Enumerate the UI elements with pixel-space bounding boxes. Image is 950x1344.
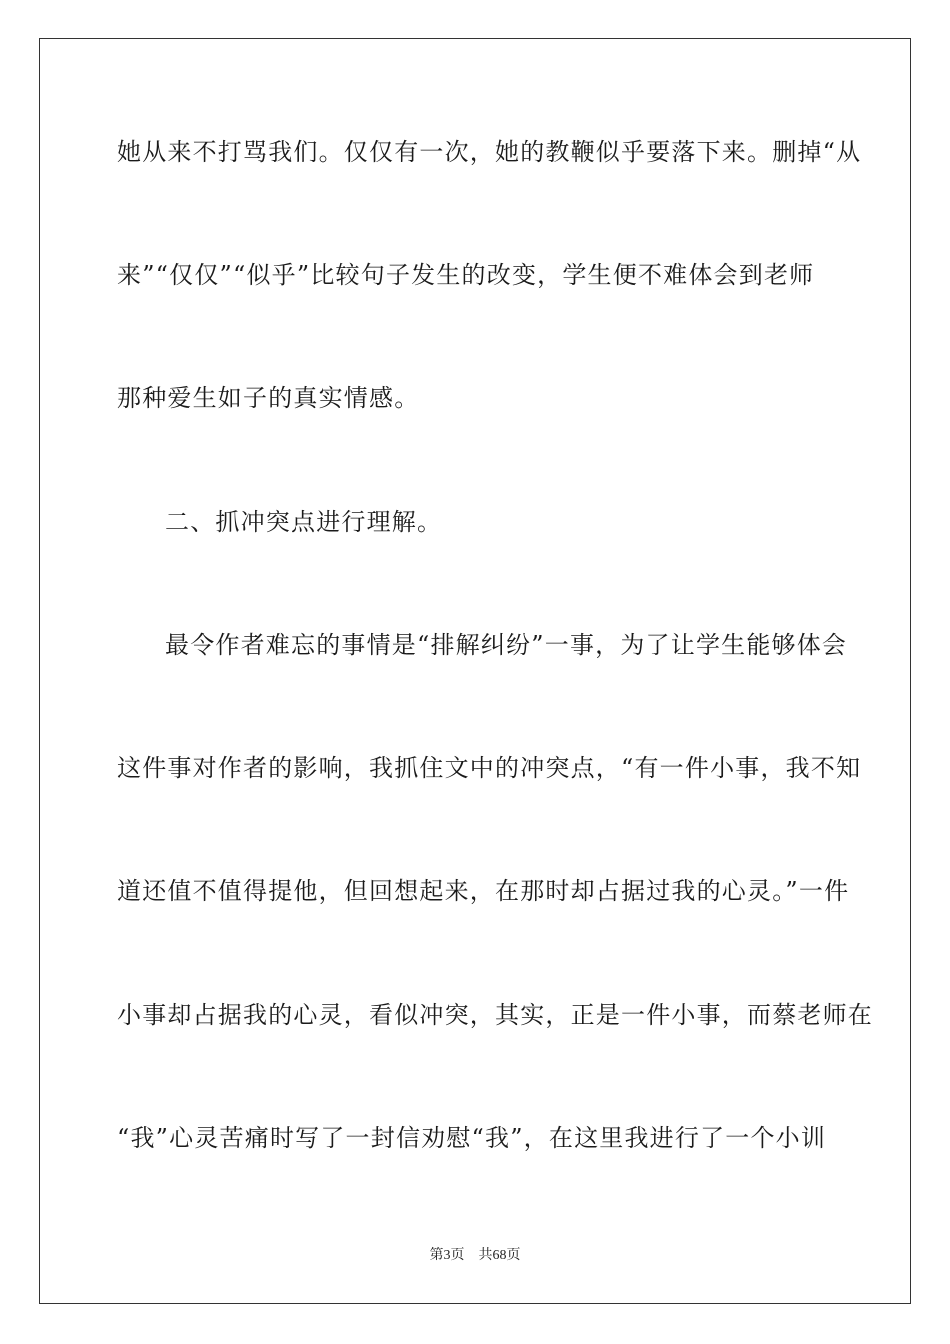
paragraph-line-8: 小事却占据我的心灵，看似冲突，其实，正是一件小事，而蔡老师在 bbox=[117, 1001, 873, 1029]
total-pages: 共68页 bbox=[478, 1248, 521, 1263]
paragraph-line-9: “我”心灵苦痛时写了一封信劝慰“我”，在这里我进行了一个小训 bbox=[117, 1124, 827, 1152]
paragraph-line-5: 最令作者难忘的事情是“排解纠纷”一事，为了让学生能够体会 bbox=[165, 631, 848, 659]
section-heading: 二、抓冲突点进行理解。 bbox=[165, 508, 443, 536]
paragraph-line-7: 道还值不值得提他，但回想起来，在那时却占据过我的心灵。”一件 bbox=[117, 877, 850, 905]
paragraph-line-3: 那种爱生如子的真实情感。 bbox=[117, 384, 420, 412]
page-frame bbox=[39, 38, 911, 1304]
paragraph-line-6: 这件事对作者的影响，我抓住文中的冲突点，“有一件小事，我不知 bbox=[117, 754, 862, 782]
page-footer bbox=[0, 1246, 950, 1266]
page-number: 第3页 bbox=[429, 1248, 465, 1263]
paragraph-line-2: 来”“仅仅”“似乎”比较句子发生的改变，学生便不难体会到老师 bbox=[117, 261, 815, 289]
paragraph-line-1: 她从来不打骂我们。仅仅有一次，她的教鞭似乎要落下来。删掉“从 bbox=[117, 138, 862, 166]
